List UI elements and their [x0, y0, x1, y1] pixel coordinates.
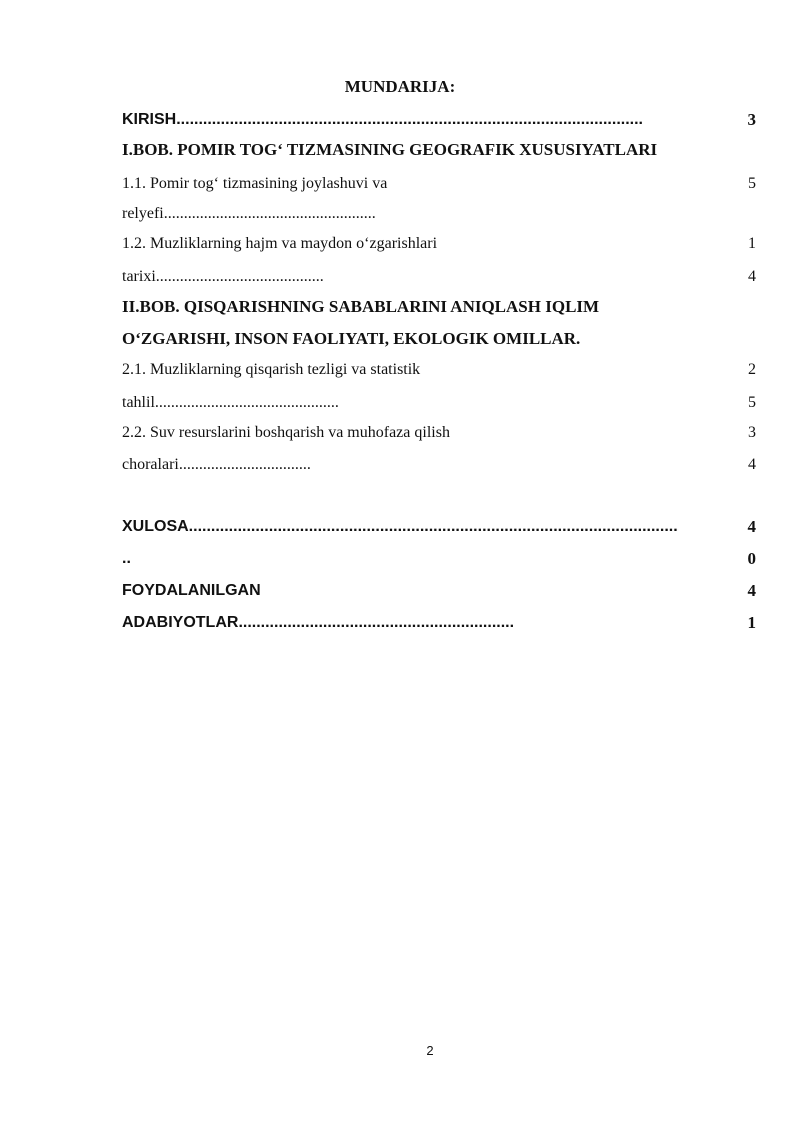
- toc-title: MUNDARIJA:: [344, 77, 456, 96]
- toc-page-2-2-part2: 4: [748, 456, 756, 473]
- toc-entry-kirish: KIRISH.........................................................................................................: [122, 111, 643, 128]
- toc-entry-bob2-line2: O‘ZGARISHI, INSON FAOLIYATI, EKOLOGIK OMILLAR.: [122, 329, 581, 348]
- toc-page-kirish: 3: [747, 110, 756, 129]
- toc-entry-bob1: I.BOB. POMIR TOG‘ TIZMASINING GEOGRAFIK XUSUSIYATLARI: [122, 140, 658, 159]
- toc-page-1-2-part1: 1: [748, 235, 756, 252]
- page-number: 2: [426, 1043, 434, 1058]
- toc-entry-2-2-line1: 2.2. Suv resurslarini boshqarish va muhofaza qilish: [122, 424, 450, 441]
- toc-entry-adabiyotlar-line2: ADABIYOTLAR..............................................................: [122, 614, 515, 631]
- toc-entry-1-2-line1: 1.2. Muzliklarning hajm va maydon o‘zgarishlari: [122, 235, 438, 252]
- toc-page-1-2-part2: 4: [748, 268, 756, 285]
- toc-entry-adabiyotlar-line1: FOYDALANILGAN: [122, 582, 261, 599]
- toc-page-adabiyotlar-part2: 1: [747, 613, 756, 632]
- toc-page-2-1-part2: 5: [748, 394, 756, 411]
- toc-entry-xulosa-line2: ..: [122, 550, 131, 567]
- toc-page-adabiyotlar-part1: 4: [747, 581, 756, 600]
- toc-entry-xulosa-line1: XULOSA..............................................................................................................: [122, 518, 678, 535]
- toc-page-xulosa-part1: 4: [747, 517, 756, 536]
- toc-entry-2-1-line1: 2.1. Muzliklarning qisqarish tezligi va statistik: [122, 361, 421, 378]
- toc-entry-bob2-line1: II.BOB. QISQARISHNING SABABLARINI ANIQLASH IQLIM: [122, 297, 600, 316]
- toc-page-2-1-part1: 2: [748, 361, 756, 378]
- toc-page-1-1: 5: [748, 175, 756, 192]
- toc-entry-2-1-line2: tahlil..............................................: [122, 394, 339, 411]
- toc-entry-1-1-line2: relyefi.....................................................: [122, 205, 376, 222]
- toc-entry-2-2-line2: choralari.................................: [122, 456, 311, 473]
- toc-entry-1-2-line2: tarixi..........................................: [122, 268, 324, 285]
- toc-page-xulosa-part2: 0: [747, 549, 756, 568]
- toc-entry-1-1-line1: 1.1. Pomir tog‘ tizmasining joylashuvi va: [122, 175, 388, 192]
- toc-page-2-2-part1: 3: [748, 424, 756, 441]
